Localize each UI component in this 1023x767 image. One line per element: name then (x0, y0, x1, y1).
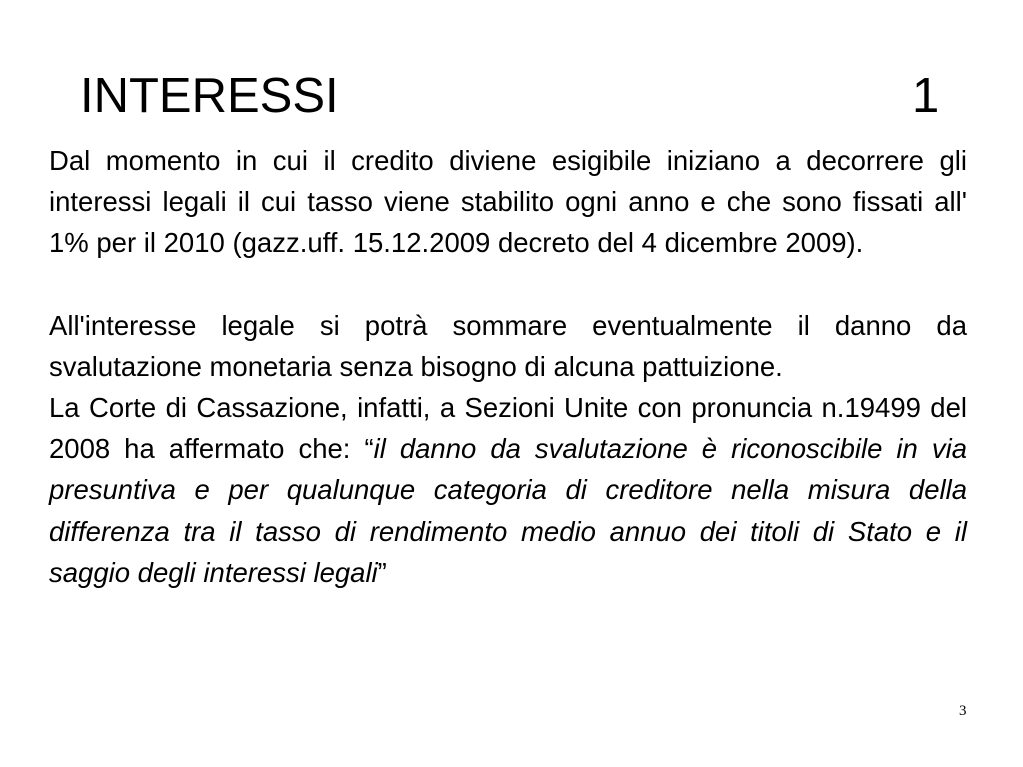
court-ruling-close: ” (377, 556, 387, 588)
paragraph-interest-rate: Dal momento in cui il credito diviene esigibile iniziano a decorrere gli interessi legali il cui tasso viene stabilito ogni anno e che sono fissati all' 1% per il 2010 (gazz.uff. 15.12.2009 decreto del 4 dicembre 2009). (49, 145, 967, 259)
page-number: 3 (959, 703, 967, 719)
paragraph-devaluation-damage: All'interesse legale si potrà sommare eventualmente il danno da svalutazione monetaria senza bisogno di alcuna pattuizione. (49, 309, 967, 382)
court-ruling-quote: il danno da svalutazione è riconoscibile in via presuntiva e per qualunque categoria di creditore nella misura della differenza tra il tasso di rendimento medio annuo dei titoli di Stato e il saggio degli interessi legali (49, 433, 967, 588)
paragraph-court-ruling (49, 387, 967, 593)
slide-body (49, 140, 967, 593)
slide-title: INTERESSI (80, 69, 339, 123)
court-ruling-intro: La Corte di Cassazione, infatti, a Sezioni Unite con pronuncia n.19499 del 2008 ha affermato che: “ (49, 392, 967, 465)
slide-title-number: 1 (912, 69, 940, 123)
